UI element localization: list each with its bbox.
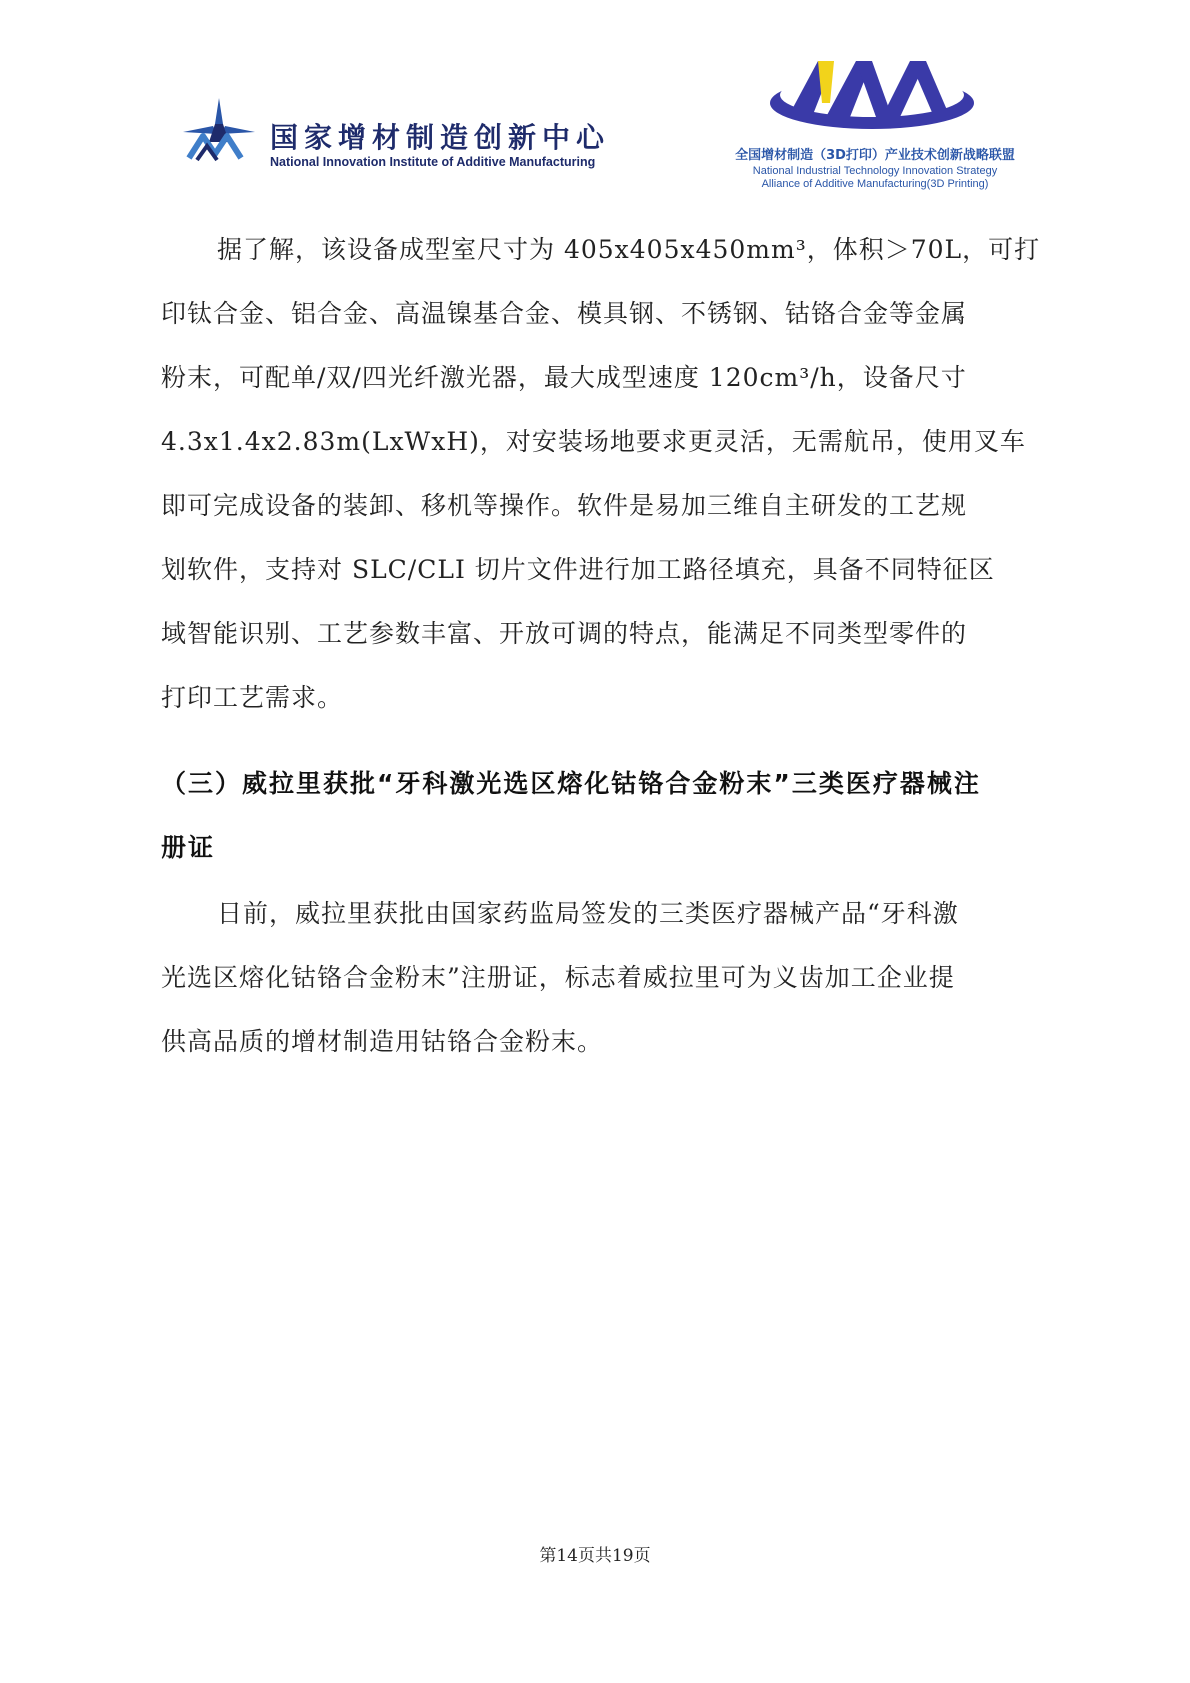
alliance-name-en-line1: National Industrial Technology Innovation Strategy [752, 165, 998, 177]
paragraph-line: 据了解，该设备成型室尺寸为 405x405x450mm³，体积＞70L，可打 [217, 235, 1041, 264]
paragraph-line: 即可完成设备的装卸、移机等操作。软件是易加三维自主研发的工艺规 [161, 491, 968, 520]
paragraph-line: 印钛合金、铝合金、高温镍基合金、模具钢、不锈钢、钴铬合金等金属 [161, 299, 968, 328]
paragraph-line: 光选区熔化钴铬合金粉末”注册证，标志着威拉里可为义齿加工企业提 [161, 963, 955, 992]
paragraph-line: 日前，威拉里获批由国家药监局签发的三类医疗器械产品“牙科激 [217, 899, 959, 928]
paragraph-line: 打印工艺需求。 [161, 683, 344, 712]
section-heading-continued: 册证 [161, 833, 216, 862]
alliance-am-logo-icon [760, 55, 990, 145]
paragraph-line: 粉末，可配单/双/四光纤激光器，最大成型速度 120cm³/h，设备尺寸 [161, 363, 967, 392]
star-am-logo-icon [183, 98, 263, 168]
org-name-en: National Innovation Institute of Additive Manufacturing [270, 155, 596, 169]
paragraph-line: 4.3x1.4x2.83m(LxWxH)，对安装场地要求更灵活，无需航吊，使用叉车 [161, 427, 1026, 456]
alliance-name-en-line2: Alliance of Additive Manufacturing(3D Printing) [761, 178, 989, 190]
paragraph-line: 供高品质的增材制造用钴铬合金粉末。 [161, 1027, 604, 1056]
logo-am-alliance [715, 55, 1035, 195]
alliance-name-cn: 全国增材制造（3D打印）产业技术创新战略联盟 [735, 148, 1015, 163]
page-header [0, 0, 1190, 200]
org-name-cn: 国家增材制造创新中心 [270, 121, 611, 154]
paragraph-line: 划软件，支持对 SLC/CLI 切片文件进行加工路径填充，具备不同特征区 [161, 555, 995, 584]
paragraph-line: 域智能识别、工艺参数丰富、开放可调的特点，能满足不同类型零件的 [161, 619, 968, 648]
page-number: 第14页共19页 [539, 1546, 651, 1566]
logo-national-innovation-institute [183, 98, 623, 178]
section-heading: （三）威拉里获批“牙科激光选区熔化钴铬合金粉末”三类医疗器械注 [161, 769, 981, 798]
alliance-name-en [715, 165, 1035, 191]
